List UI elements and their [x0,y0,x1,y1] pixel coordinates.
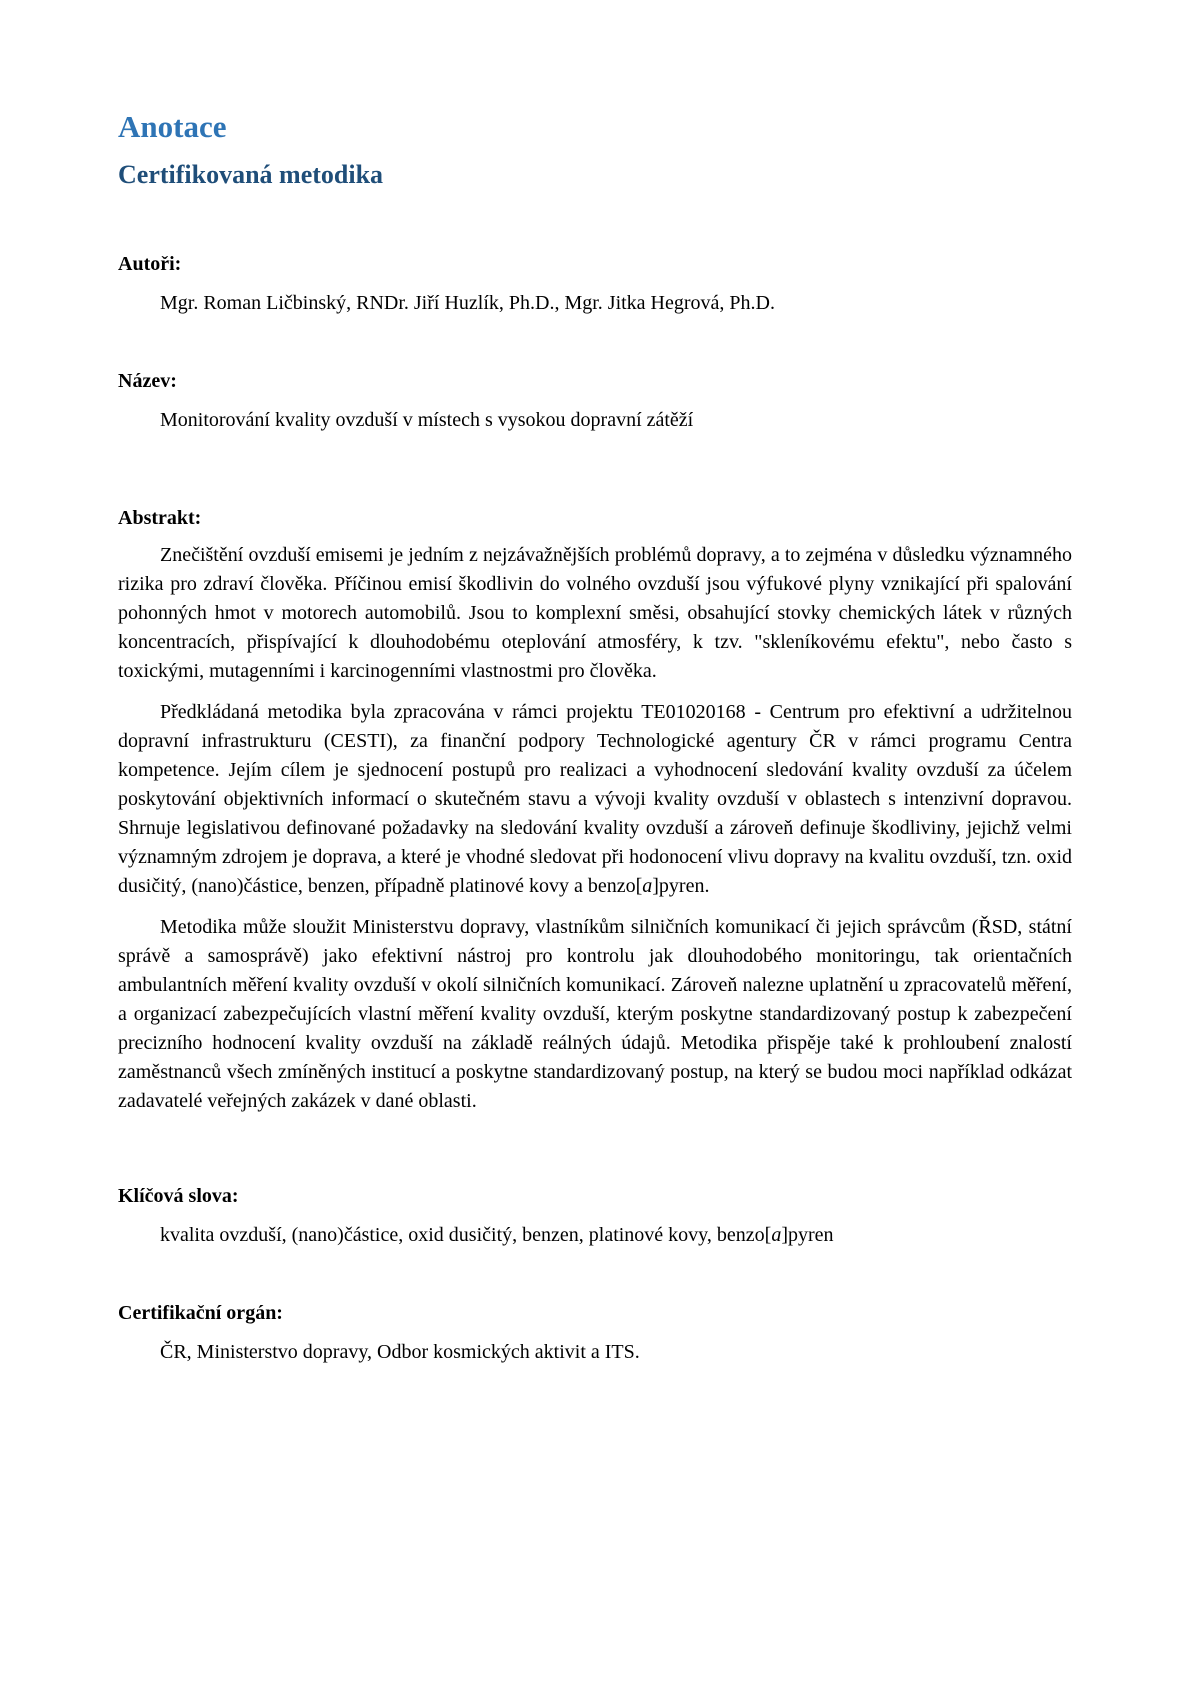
page-title: Anotace [118,109,227,144]
abstract-paragraph-1: Znečištění ovzduší emisemi je jedním z nejzávažnějších problémů dopravy, a to zejména v důsledku významného rizika pro zdraví člověka. Příčinou emisí škodlivin do volného ovzduší jsou výfukové plyny vznikající při spalování pohonných hmot v motorech automobilů. Jsou to komplexní směsi, obsahující stovky chemických látek v různých koncentracích, přispívající k dlouhodobému oteplování atmosféry, k tzv. "skleníkovému efektu", nebo často s toxickými, mutagenními i karcinogenními vlastnostmi pro člověka. [118,544,1072,683]
title-text: Monitorování kvality ovzduší v místech s vysokou dopravní zátěží [160,409,694,432]
abstract-paragraph-2-text: Předkládaná metodika byla zpracována v rámci projektu TE01020168 - Centrum pro efektivní a udržitelnou dopravní infrastrukturu (CESTI), za finanční podpory Technologické agentury ČR v rámci programu Centra kompetence. Jejím cílem je sjednocení postupů pro realizaci a vyhodnocení sledování kvality ovzduší za účelem poskytování objektivních informací o skutečném stavu a vývoji kvality ovzduší v oblastech s intenzivní dopravou. Shrnuje legislativou definované požadavky na sledování kvality ovzduší a zároveň definuje škodliviny, jejichž velmi významným zdrojem je doprava, a které je vhodné sledovat při hodonocení vlivu dopravy na kvalitu ovzduší, tzn. oxid dusičitý, (nano)částice, benzen, případně platinové kovy a benzo[ [118,701,1072,898]
section-authors [118,252,1072,317]
authors-label: Autoři: [118,253,182,276]
section-certification [118,1301,1072,1366]
abstract-paragraph-2 [118,698,1072,901]
page-subtitle: Certifikovaná metodika [118,160,384,190]
keywords-benzo-a-italic: a [771,1224,782,1247]
abstract-label: Abstrakt: [118,507,202,530]
keywords-label: Klíčová slova: [118,1185,239,1208]
abstract-paragraph-2-end: ]pyren. [652,875,710,898]
keywords-text-before: kvalita ovzduší, (nano)částice, oxid dusičitý, benzen, platinové kovy, benzo[ [160,1224,772,1247]
keywords-text [160,1221,1072,1249]
benzo-a-italic: a [642,875,653,898]
abstract-paragraph-3: Metodika může sloužit Ministerstvu dopravy, vlastníkům silničních komunikací či jejich správcům (ŘSD, státní správě a samosprávě) jako efektivní nástroj pro kontrolu jak dlouhodobého monitoringu, tak orientačních ambulantních měření kvality ovzduší v okolí silničních komunikací. Zároveň nalezne uplatnění u zpracovatelů měření, a organizací zabezpečujících vlastní měření kvality ovzduší, kterým poskytne standardizovaný postup k zabezpečení precizního hodnocení kvality ovzduší na základě reálných údajů. Metodika přispěje také k prohloubení znalostí zaměstnanců všech zmíněných institucí a poskytne standardizovaný postup, na který se budou moci například odkázat zadavatelé veřejných zakázek v dané oblasti. [118,916,1072,1113]
keywords-text-after: ]pyren [781,1224,834,1247]
section-abstract [118,506,1072,1116]
section-keywords [118,1184,1072,1249]
authors-text: Mgr. Roman Ličbinský, RNDr. Jiří Huzlík, Ph.D., Mgr. Jitka Hegrová, Ph.D. [160,292,775,315]
certification-label: Certifikační orgán: [118,1302,283,1325]
title-label: Název: [118,370,177,393]
section-title [118,369,1072,434]
certification-text: ČR, Ministerstvo dopravy, Odbor kosmických aktivit a ITS. [160,1341,640,1364]
